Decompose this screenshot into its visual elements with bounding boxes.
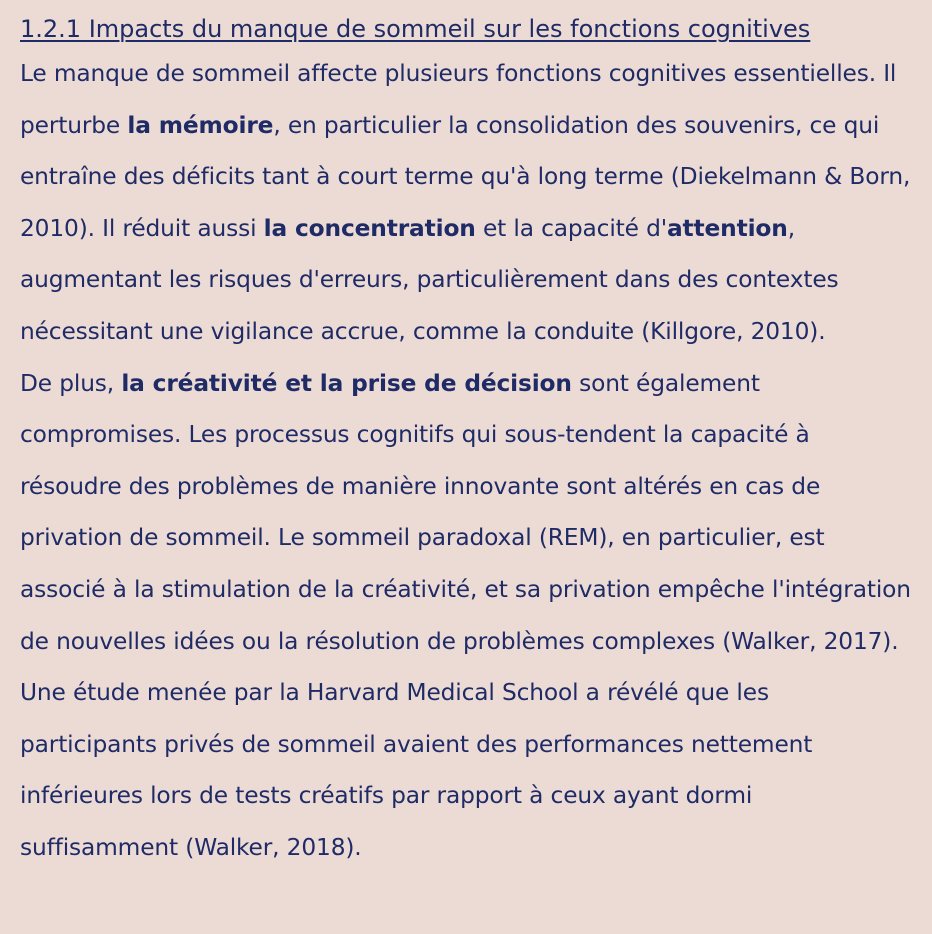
paragraph1-text-3: et la capacité d' [475, 214, 667, 242]
paragraph2-text-1: De plus, [20, 369, 122, 397]
bold-attention: attention [666, 214, 788, 242]
paragraph-cognitive-functions [20, 48, 912, 358]
paragraph2-text-2: sont également compromises. Les processus cognitifs qui sous-tendent la capacité à résoudre des problèmes de manière innovante sont altérés en cas de privation de sommeil. Le sommeil paradoxal (REM), en particulier, est associé à la stimulation de la créativité, et sa privation empêche l'intégration de nouvelles idées ou la résolution de problèmes complexes (Walker, 2017). Une étude menée par la Harvard Medical School a révélé que les participants privés de sommeil avaient des performances nettement inférieures lors de tests créatifs par rapport à ceux ayant dormi suffisamment (Walker, 2018). [20, 369, 911, 861]
paragraph-creativity [20, 358, 912, 874]
paragraph1-text-2: , en particulier la consolidation des souvenirs, ce qui entraîne des déficits tant à court terme qu'à long terme (Diekelmann & Born, 2010). Il réduit aussi [20, 111, 911, 242]
bold-creativity-decision: la créativité et la prise de décision [121, 369, 572, 397]
paragraph1-text-4: , augmentant les risques d'erreurs, particulièrement dans des contextes nécessitant une vigilance accrue, comme la conduite (Killgore, 2010). [20, 214, 839, 345]
bold-concentration: la concentration [263, 214, 476, 242]
bold-memory: la mémoire [127, 111, 274, 139]
paragraph1-text-1: Le manque de sommeil affecte plusieurs fonctions cognitives essentielles. Il perturbe [20, 60, 897, 139]
section-heading: 1.2.1 Impacts du manque de sommeil sur les fonctions cognitives [20, 15, 811, 43]
